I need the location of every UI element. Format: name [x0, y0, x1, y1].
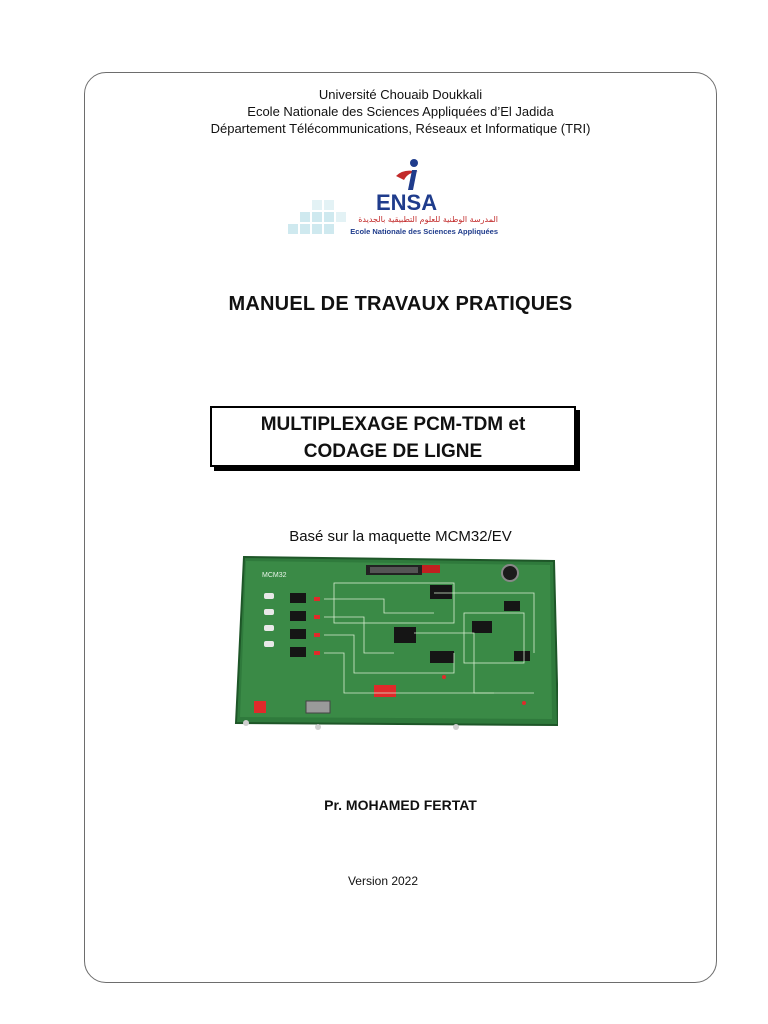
board-label: MCM32 — [262, 572, 287, 579]
school-name: Ecole Nationale des Sciences Appliquées d’El Jadida — [247, 104, 554, 119]
subtitle: Basé sur la maquette MCM32/EV — [289, 528, 512, 545]
ensa-logo — [286, 156, 506, 236]
version: Version 2022 — [347, 874, 419, 888]
logo-arabic-name: المدرسة الوطنية للعلوم التطبيقية بالجديدة — [358, 215, 498, 224]
department-name: Département Télécommunications, Réseaux et Informatique (TRI) — [210, 121, 591, 136]
logo-french-name: Ecole Nationale des Sciences Appliquées — [350, 227, 498, 236]
document-title: MANUEL DE TRAVAUX PRATIQUES — [228, 293, 573, 315]
subject-line-1: MULTIPLEXAGE PCM-TDM et — [260, 414, 526, 435]
author: Pr. MOHAMED FERTAT — [324, 797, 477, 813]
mcm32-board-photo — [234, 553, 558, 731]
university-name: Université Chouaib Doukkali — [318, 87, 483, 102]
logo-acronym: ENSA — [376, 190, 438, 215]
subject-box — [210, 406, 576, 467]
subject-line-2: CODAGE DE LIGNE — [303, 441, 483, 462]
